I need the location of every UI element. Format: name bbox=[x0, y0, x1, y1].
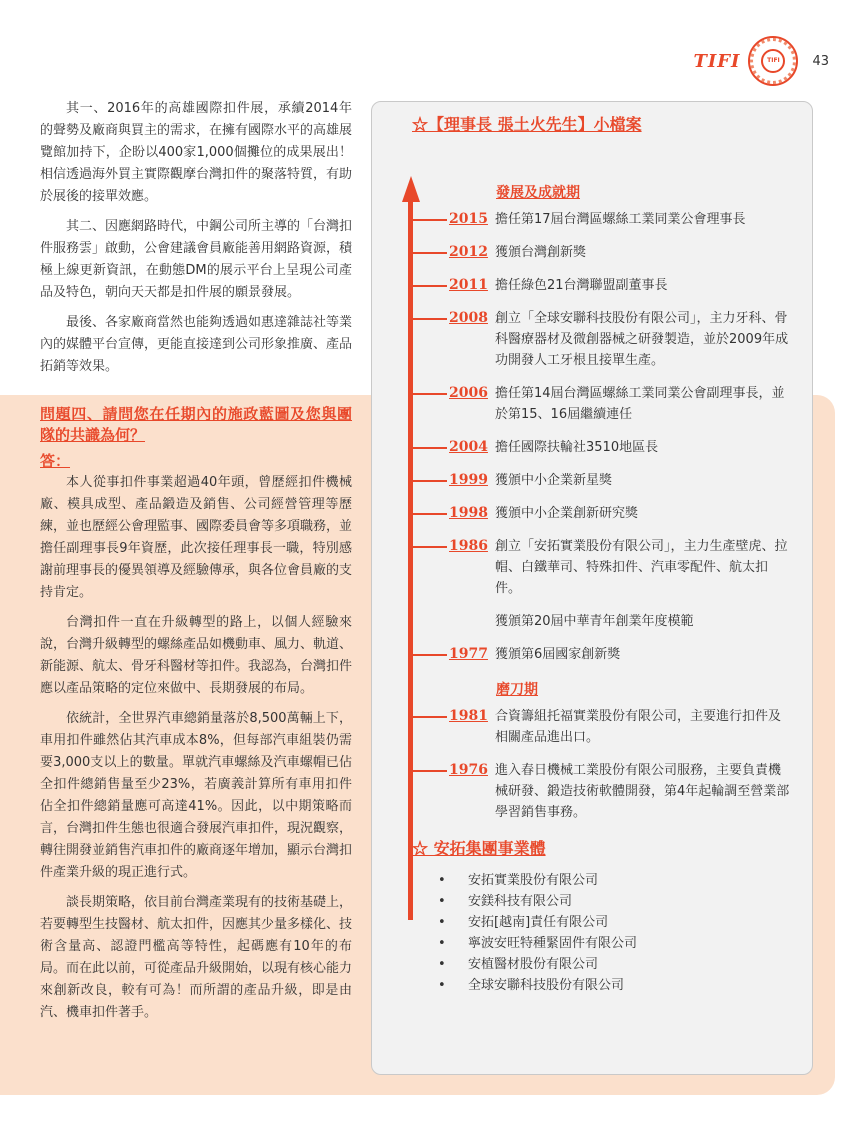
timeline-entry bbox=[413, 437, 793, 458]
paragraph-7: 談長期策略，依目前台灣產業現有的技術基礎上，若要轉型生技醫材、航太扣件，因應其少量多樣化、技術含量高、認證門檻高等特性，起碼應有10年的布局。而在此以前，可從產品升級開始，以現有核心能力來創新改良，較有可為！而所謂的產品升級，即是由汽、機車扣件著手。 bbox=[40, 895, 353, 1020]
entry-year: 1977 bbox=[449, 646, 488, 662]
list-item: • 安鎂科技有限公司 bbox=[432, 891, 637, 912]
timeline-entry bbox=[413, 706, 793, 748]
timeline-entry bbox=[413, 503, 793, 524]
entry-text: 獲頒中小企業新星獎 bbox=[495, 473, 613, 488]
entry-text: 擔任國際扶輪社3510地區長 bbox=[495, 440, 659, 455]
timeline-entry bbox=[413, 383, 793, 425]
entry-year: 1999 bbox=[449, 472, 488, 488]
section-development: 發展及成就期 bbox=[496, 185, 580, 201]
entry-text: 獲頒第6屆國家創新獎 bbox=[495, 647, 621, 662]
entry-text: 擔任綠色21台灣聯盟副董事長 bbox=[495, 278, 668, 293]
entry-year: 2015 bbox=[449, 211, 488, 227]
section-training: 磨刀期 bbox=[496, 682, 538, 698]
entry-year: 1981 bbox=[449, 708, 488, 724]
paragraph-5: 台灣扣件一直在升級轉型的路上，以個人經驗來說，台灣升級轉型的螺絲產品如機動車、風力、軌道、新能源、航太、骨牙科醫材等扣件。我認為，台灣扣件應以產品策略的定位來做中、長期發展的布局。 bbox=[40, 615, 353, 696]
page-header bbox=[693, 36, 829, 86]
list-item: • 寧波安旺特種緊固件有限公司 bbox=[432, 933, 637, 954]
entry-year: 2008 bbox=[449, 310, 488, 326]
entry-text: 獲頒第20屆中華青年創業年度模範 bbox=[495, 614, 694, 629]
entry-year: 2011 bbox=[449, 277, 488, 293]
entry-text: 獲頒中小企業創新研究獎 bbox=[495, 506, 639, 521]
entry-text: 擔任第14屆台灣區螺絲工業同業公會副理事長，並於第15、16屆繼續連任 bbox=[495, 386, 785, 422]
paragraph-3: 最後、各家廠商當然也能夠透過如惠達雜誌社等業內的媒體平台宣傳，更能直接達到公司形象推廣、產品拓銷等效果。 bbox=[40, 315, 353, 374]
entry-text: 進入春日機械工業股份有限公司服務，主要負責機械研發、鍛造技術軟體開發，第4年起輪調至營業部學習銷售事務。 bbox=[495, 763, 790, 820]
paragraph-2: 其二、因應網路時代，中鋼公司所主導的「台灣扣件服務雲」啟動，公會建議會員廠能善用網路資源，積極上線更新資訊，在動態DM的展示平台上呈現公司產品及特色，朝向天天都是扣件展的願景發展。 bbox=[40, 219, 353, 300]
timeline-entry bbox=[413, 308, 793, 371]
list-item: • 安植醫材股份有限公司 bbox=[432, 954, 637, 975]
entry-text: 獲頒台灣創新獎 bbox=[495, 245, 587, 260]
timeline-entry bbox=[413, 470, 793, 491]
entry-text: 擔任第17屆台灣區螺絲工業同業公會理事長 bbox=[495, 212, 746, 227]
company-list bbox=[432, 870, 637, 996]
list-item: • 安拓實業股份有限公司 bbox=[432, 870, 637, 891]
page-number: 43 bbox=[812, 53, 829, 69]
timeline-entry bbox=[413, 275, 793, 296]
timeline-entry bbox=[413, 242, 793, 263]
timeline-arrow-icon bbox=[402, 176, 420, 202]
answer-label: 答： bbox=[40, 452, 71, 470]
entry-year: 1998 bbox=[449, 505, 488, 521]
timeline-entry bbox=[413, 209, 793, 230]
timeline-entry bbox=[413, 536, 793, 599]
interview-column bbox=[40, 404, 352, 1032]
entry-text: 創立「安拓實業股份有限公司」，主力生產壁虎、拉帽、白鐵華司、特殊扣件、汽車零配件、航太扣件。 bbox=[495, 539, 788, 596]
list-item: • 全球安聯科技股份有限公司 bbox=[432, 975, 637, 996]
timeline-entry bbox=[413, 644, 793, 665]
timeline-entry bbox=[413, 760, 793, 823]
entry-year: 1976 bbox=[449, 762, 488, 778]
profile-panel bbox=[371, 101, 813, 1075]
entry-text: 合資籌組托福實業股份有限公司，主要進行扣件及相關產品進出口。 bbox=[495, 709, 782, 745]
entry-year: 2006 bbox=[449, 385, 488, 401]
entry-year: 1986 bbox=[449, 538, 488, 554]
logo-center: TIFI bbox=[761, 49, 785, 73]
brand-name: TIFI bbox=[693, 50, 741, 72]
group-title: ☆ 安拓集團事業體 bbox=[412, 839, 546, 858]
list-item: • 安拓[越南]責任有限公司 bbox=[432, 912, 637, 933]
question-heading: 問題四、請問您在任期內的施政藍圖及您與團隊的共識為何？ bbox=[40, 405, 352, 444]
paragraph-1: 其一、2016年的高雄國際扣件展，承續2014年的聲勢及廠商與買主的需求，在擁有國際水平的高雄展覽館加持下，企盼以400家1,000個攤位的成果展出！相信透過海外買主實際觀摩台灣扣件的聚落特質，有助於展後的接單效應。 bbox=[40, 101, 353, 204]
tifi-logo bbox=[748, 36, 798, 86]
profile-title: ☆【理事長 張土火先生】小檔案 bbox=[412, 115, 642, 134]
timeline-entry bbox=[413, 611, 793, 632]
intro-column bbox=[40, 98, 352, 386]
paragraph-6: 依統計，全世界汽車總銷量落於8,500萬輛上下，車用扣件雖然佔其汽車成本8%，但每部汽車組裝仍需要3,000支以上的數量。單就汽車螺絲及汽車螺帽已佔全扣件總銷售量至少23%，若廣義計算所有車用扣件佔全扣件總銷量應可高達41%。因此，以中期策略而言，台灣扣件生態也很適合發展汽車扣件，現況觀察，轉往開發並銷售汽車扣件的廠商逐年增加，顯示台灣扣件產業升級的現正進行式。 bbox=[40, 711, 353, 880]
entry-year: 2004 bbox=[449, 439, 488, 455]
entry-text: 創立「全球安聯科技股份有限公司」，主力牙科、骨科醫療器材及微創器械之研發製造，並於2009年成功開發人工牙根且接單生產。 bbox=[495, 311, 789, 368]
paragraph-4: 本人從事扣件事業超過40年頭，曾歷經扣件機械廠、模具成型、產品鍛造及銷售、公司經營管理等歷練，並也歷經公會理監事、國際委員會等多項職務，並擔任副理事長9年資歷，此次接任理事長一職，特別感謝前理事長的優異領導及經驗傳承，與各位會員廠的支持肯定。 bbox=[40, 475, 353, 600]
entry-year: 2012 bbox=[449, 244, 488, 260]
